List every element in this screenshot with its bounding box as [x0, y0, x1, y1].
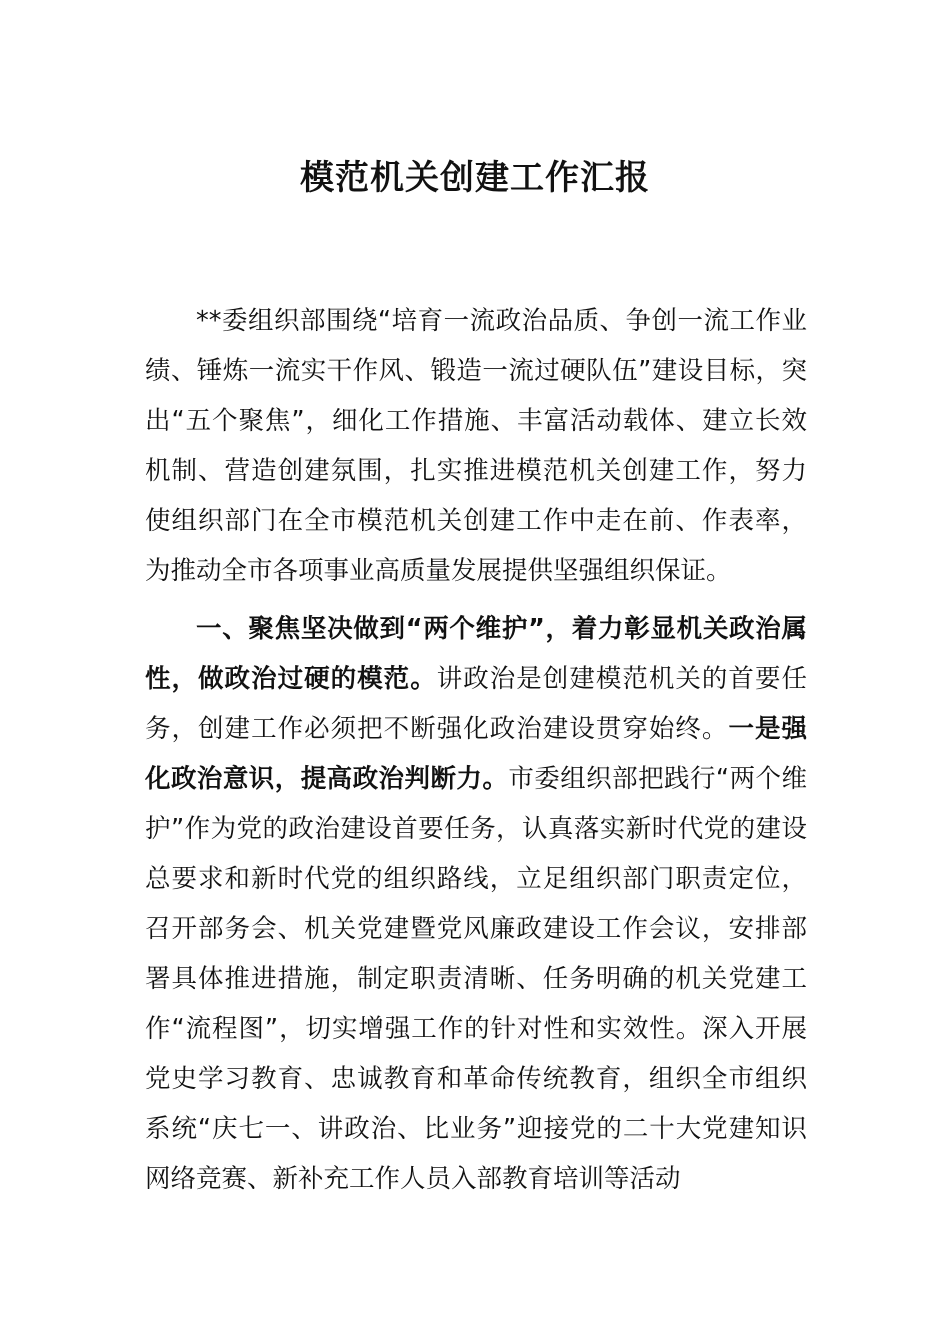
section-1-text-2: 市委组织部把践行“两个维护”作为党的政治建设首要任务，认真落实新时代党的建设总要求和新时代党的组织路线，立足组织部门职责定位，召开部务会、机关党建暨党风廉政建设工作会议，安排部署具体推进措施，制定职责清晰、任务明确的机关党建工作“流程图”，切实增强工作的针对性和实效性。深入开展党史学习教育、忠诚教育和革命传统教育，组织全市组织系统“庆七一、讲政治、比业务”迎接党的二十大党建知识网络竞赛、新补充工作人员入部教育培训等活动 — [145, 764, 807, 1194]
section-1-paragraph — [145, 604, 807, 1204]
section-1-subheading-1: 一是强化政治意识，提高政治判断力。 — [145, 714, 807, 794]
section-1-heading: 一、聚焦坚决做到“两个维护”，着力彰显机关政治属性，做政治过硬的模范。 — [145, 614, 807, 694]
document-body — [145, 296, 807, 1204]
intro-paragraph: **委组织部围绕“培育一流政治品质、争创一流工作业绩、锤炼一流实干作风、锻造一流过硬队伍”建设目标，突出“五个聚焦”，细化工作措施、丰富活动载体、建立长效机制、营造创建氛围，扎实推进模范机关创建工作，努力使组织部门在全市模范机关创建工作中走在前、作表率，为推动全市各项事业高质量发展提供坚强组织保证。 — [145, 306, 807, 586]
document-title: 模范机关创建工作汇报 — [300, 158, 650, 198]
section-1-text-1: 讲政治是创建模范机关的首要任务，创建工作必须把不断强化政治建设贯穿始终。 — [145, 664, 807, 744]
